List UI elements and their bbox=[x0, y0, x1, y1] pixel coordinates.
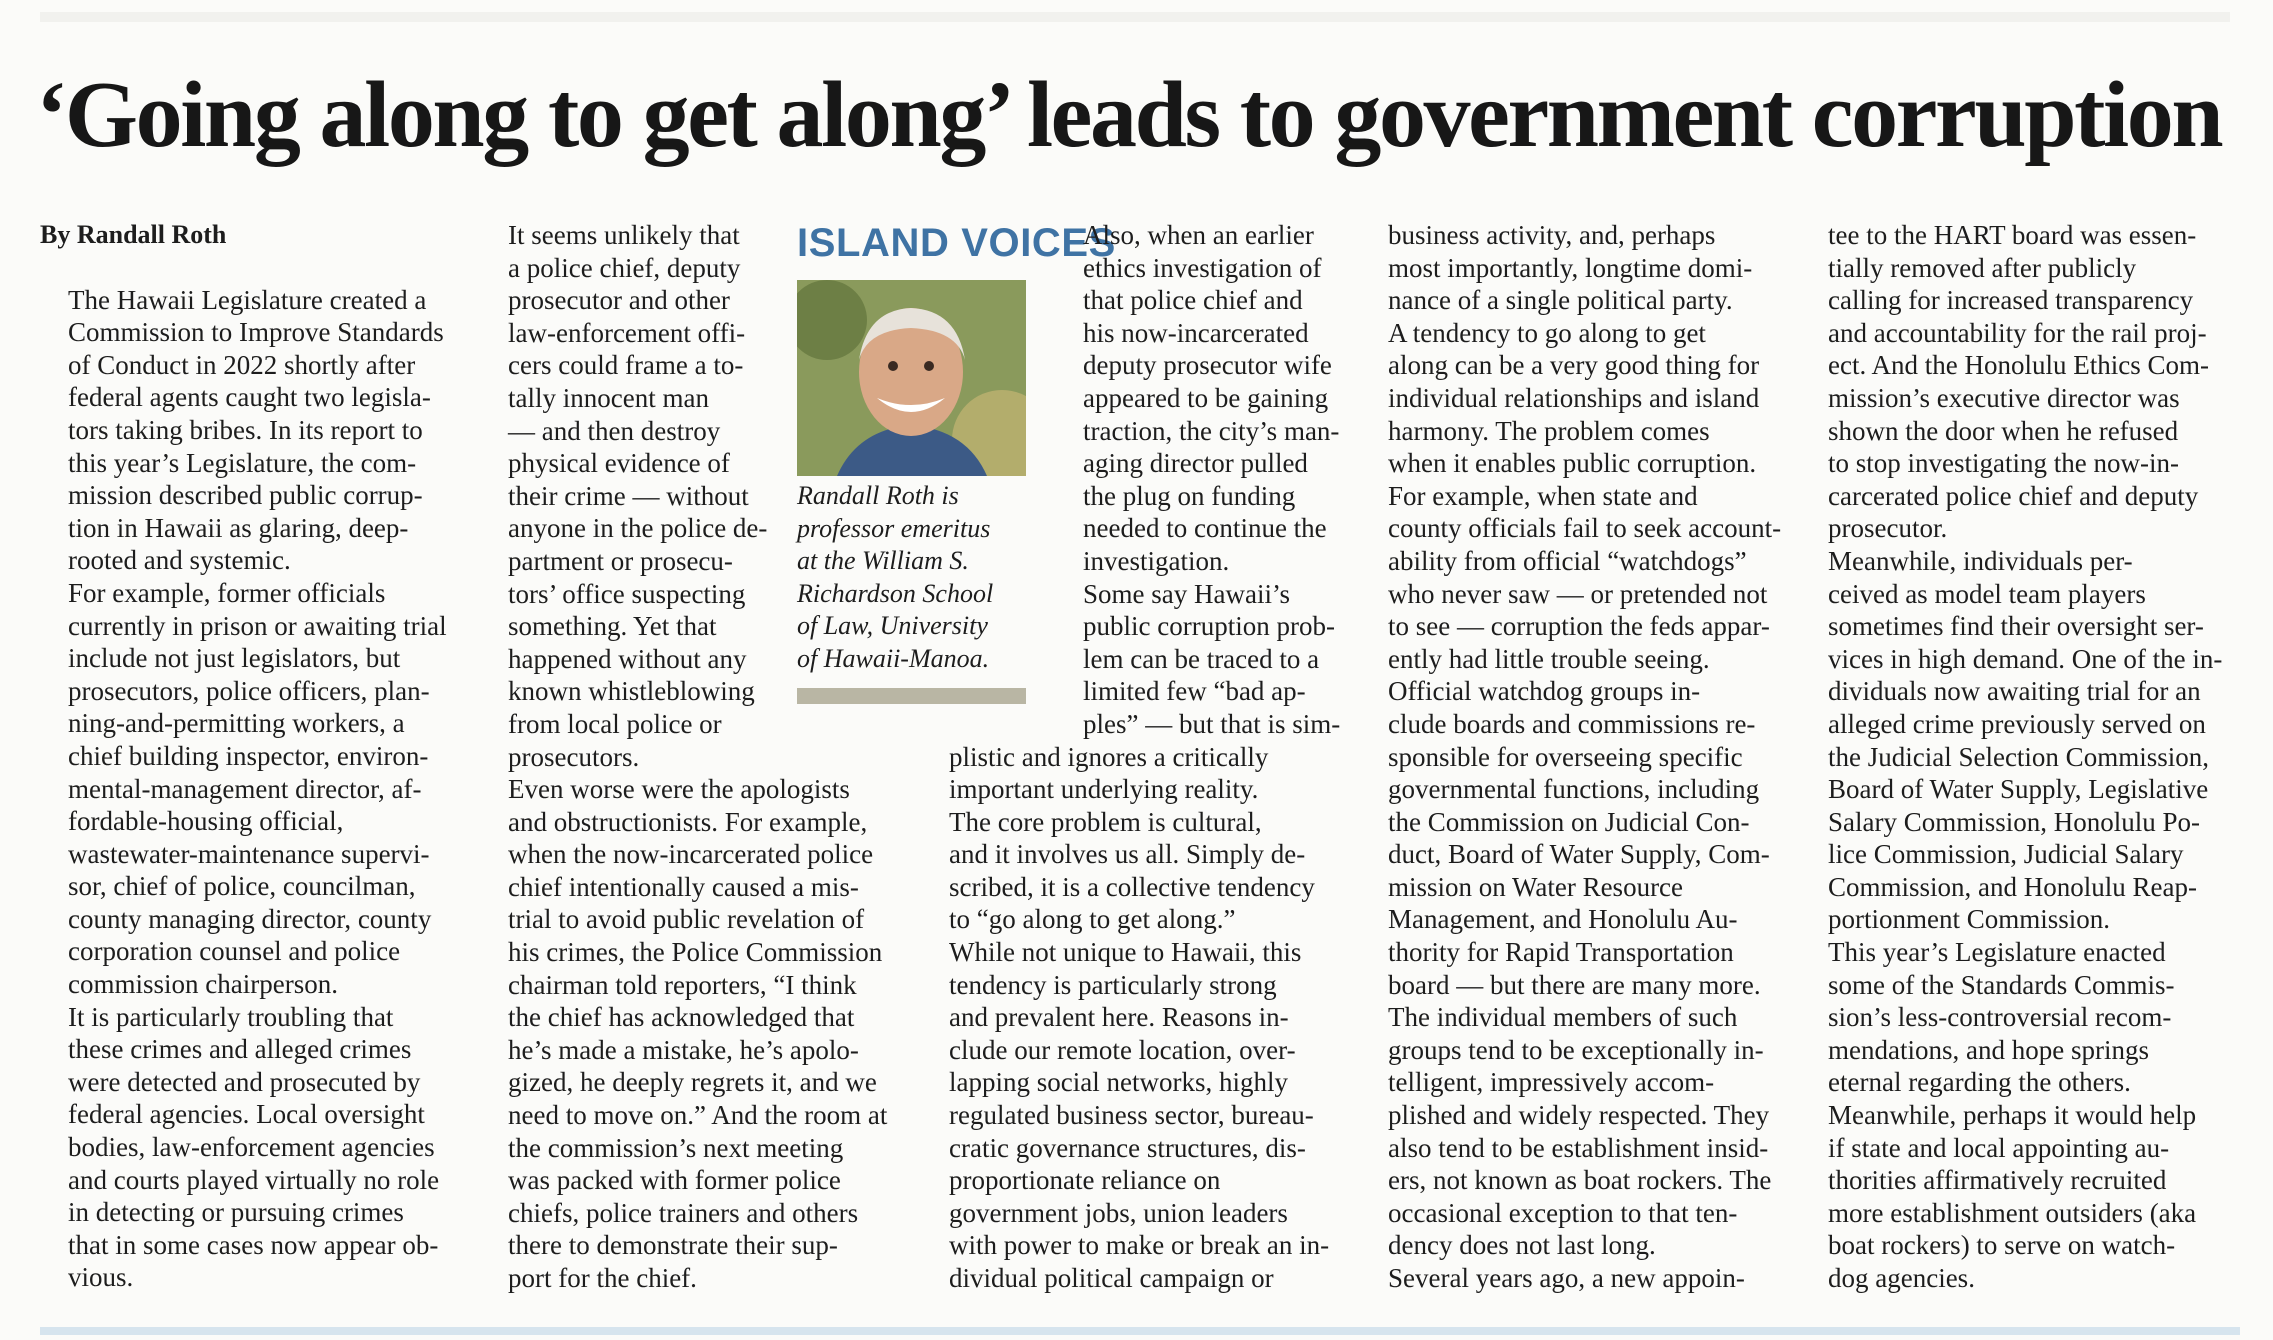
text-line: individual relationships and island bbox=[1388, 382, 1760, 413]
text-line: calling for increased transparency bbox=[1828, 285, 2194, 316]
text-line: was packed with former police bbox=[508, 1165, 841, 1196]
text-line: the plug on funding bbox=[1083, 480, 1296, 511]
text-line: traction, the city’s man- bbox=[1083, 415, 1340, 446]
text-line: lapping social networks, highly bbox=[949, 1067, 1288, 1098]
text-line: portionment Commission. bbox=[1828, 904, 2111, 935]
col3-body bbox=[921, 219, 1343, 1295]
text-line: and accountability for the rail proj- bbox=[1828, 317, 2207, 348]
article-paragraph bbox=[921, 936, 1343, 1295]
text-line: Some say Hawaii’s bbox=[1083, 578, 1290, 609]
text-line: county managing director, county bbox=[68, 903, 432, 934]
text-line: mission on Water Resource bbox=[1388, 871, 1684, 902]
text-line: ceived as model team players bbox=[1828, 578, 2146, 609]
text-line: telligent, impressively accom- bbox=[1388, 1067, 1715, 1098]
text-line: While not unique to Hawaii, this bbox=[949, 937, 1302, 968]
article-paragraph bbox=[1360, 675, 1780, 1001]
text-line: aging director pulled bbox=[1083, 448, 1308, 479]
text-line: sponsible for overseeing specific bbox=[1388, 741, 1743, 772]
text-line: plistic and ignores a critically bbox=[949, 741, 1269, 772]
text-line: of Conduct in 2022 shortly after bbox=[68, 349, 416, 380]
text-line: there to demonstrate their sup- bbox=[508, 1230, 838, 1261]
text-line: partment or prosecu- bbox=[508, 545, 733, 576]
text-line: bodies, law-enforcement agencies bbox=[68, 1132, 435, 1163]
text-line: fordable-housing official, bbox=[68, 806, 344, 837]
text-line: and prevalent here. Reasons in- bbox=[949, 1002, 1289, 1033]
text-line: port for the chief. bbox=[508, 1263, 697, 1293]
text-line: shown the door when he refused bbox=[1828, 415, 2179, 446]
text-line: investigation. bbox=[1083, 545, 1230, 576]
text-line: ers, not known as boat rockers. The bbox=[1388, 1165, 1772, 1196]
text-line: Also, when an earlier bbox=[1083, 220, 1314, 250]
text-line: something. Yet that bbox=[508, 611, 717, 642]
text-line: clude boards and commissions re- bbox=[1388, 708, 1756, 739]
column-3 bbox=[921, 219, 1343, 1309]
text-line: tendency is particularly strong bbox=[949, 969, 1277, 1000]
text-line: also tend to be establishment insid- bbox=[1388, 1132, 1769, 1163]
text-line: scribed, it is a collective tendency bbox=[949, 871, 1315, 902]
text-line: Even worse were the apologists bbox=[508, 774, 850, 805]
text-line: if state and local appointing au- bbox=[1828, 1132, 2170, 1163]
text-line: needed to continue the bbox=[1083, 513, 1327, 544]
text-line: the Judicial Selection Commission, bbox=[1828, 741, 2209, 772]
text-line: harmony. The problem comes bbox=[1388, 415, 1710, 446]
text-line: sion’s less-controversial recom- bbox=[1828, 1002, 2172, 1033]
text-line: lem can be traced to a bbox=[1083, 643, 1320, 674]
text-line: from local police or bbox=[508, 708, 722, 739]
text-line: thorities affirmatively recruited bbox=[1828, 1165, 2167, 1196]
article-paragraph bbox=[1360, 1001, 1780, 1262]
text-line: limited few “bad ap- bbox=[1083, 676, 1306, 707]
text-line: nance of a single political party. bbox=[1388, 285, 1733, 316]
text-line: when the now-incarcerated police bbox=[508, 839, 874, 870]
text-line: his crimes, the Police Commission bbox=[508, 937, 883, 968]
text-line: tors’ office suspecting bbox=[508, 578, 746, 609]
text-line: appeared to be gaining bbox=[1083, 382, 1329, 413]
text-line: cratic governance structures, dis- bbox=[949, 1132, 1306, 1163]
text-line: Meanwhile, individuals per- bbox=[1828, 545, 2133, 576]
text-line: plished and widely respected. They bbox=[1388, 1100, 1770, 1131]
text-line: the chief has acknowledged that bbox=[508, 1002, 855, 1033]
text-line: It is particularly troubling that bbox=[68, 1001, 394, 1032]
col4-body bbox=[1360, 219, 1780, 1295]
text-line: to see — corruption the feds appar- bbox=[1388, 611, 1770, 642]
text-line: prosecutor and other bbox=[508, 285, 730, 316]
text-line: commission chairperson. bbox=[68, 969, 338, 1000]
text-line: chief intentionally caused a mis- bbox=[508, 871, 859, 902]
article-paragraph bbox=[1800, 545, 2223, 936]
text-line: dividuals now awaiting trial for an bbox=[1828, 676, 2201, 707]
text-line: include not just legislators, but bbox=[68, 643, 401, 674]
text-line: when it enables public corruption. bbox=[1388, 448, 1757, 479]
text-line: mission described public corrup- bbox=[68, 480, 423, 511]
text-line: prosecutor. bbox=[1828, 513, 1948, 544]
caption-line: Richardson School bbox=[797, 578, 994, 608]
section-kicker: ISLAND VOICES bbox=[797, 221, 1116, 265]
text-line: tially removed after publicly bbox=[1828, 252, 2137, 283]
text-line: to stop investigating the now-in- bbox=[1828, 448, 2179, 479]
article-paragraph bbox=[921, 806, 1343, 936]
text-line: public corruption prob- bbox=[1083, 611, 1335, 642]
text-line: that police chief and bbox=[1083, 285, 1303, 316]
text-line: wastewater-maintenance supervi- bbox=[68, 838, 430, 869]
text-line: ethics investigation of bbox=[1083, 252, 1322, 283]
text-line: in detecting or pursuing crimes bbox=[68, 1197, 404, 1228]
text-line: deputy prosecutor wife bbox=[1083, 350, 1332, 381]
text-line: more establishment outsiders (aka bbox=[1828, 1197, 2197, 1228]
col5-body bbox=[1800, 219, 2223, 1295]
text-line: thority for Rapid Transportation bbox=[1388, 937, 1734, 968]
text-line: with power to make or break an in- bbox=[949, 1230, 1330, 1261]
text-line: tion in Hawaii as glaring, deep- bbox=[68, 512, 409, 543]
text-line: mendations, and hope springs bbox=[1828, 1034, 2149, 1065]
text-line: The core problem is cultural, bbox=[949, 806, 1262, 837]
text-line: known whistleblowing bbox=[508, 676, 755, 707]
col1-body bbox=[40, 284, 460, 1294]
text-line: eternal regarding the others. bbox=[1828, 1067, 2131, 1098]
text-line: and courts played virtually no role bbox=[68, 1164, 440, 1195]
text-line: groups tend to be exceptionally in- bbox=[1388, 1034, 1764, 1065]
caption-line: of Hawaii-Manoa. bbox=[797, 643, 990, 673]
text-line: Several years ago, a new appoin- bbox=[1388, 1263, 1745, 1293]
text-line: sometimes find their oversight ser- bbox=[1828, 611, 2204, 642]
caption-line: at the William S. bbox=[797, 546, 969, 576]
text-line: were detected and prosecuted by bbox=[68, 1066, 421, 1097]
text-line: government jobs, union leaders bbox=[949, 1197, 1288, 1228]
text-line: proportionate reliance on bbox=[949, 1165, 1221, 1196]
text-line: Salary Commission, Honolulu Po- bbox=[1828, 806, 2201, 837]
text-line: mission’s executive director was bbox=[1828, 382, 2180, 413]
text-line: dog agencies. bbox=[1828, 1263, 1975, 1293]
text-line: and it involves us all. Simply de- bbox=[949, 839, 1306, 870]
article-paragraph bbox=[40, 577, 460, 1001]
article-paragraph bbox=[1360, 1262, 1780, 1295]
text-line: county officials fail to seek account- bbox=[1388, 513, 1782, 544]
text-line: vious. bbox=[68, 1262, 134, 1293]
top-rule bbox=[40, 12, 2230, 22]
text-line: federal agencies. Local oversight bbox=[68, 1099, 425, 1130]
text-line: boat rockers) to serve on watch- bbox=[1828, 1230, 2176, 1261]
byline: By Randall Roth bbox=[40, 220, 227, 249]
text-line: ently had little trouble seeing. bbox=[1388, 643, 1710, 674]
text-line: occasional exception to that ten- bbox=[1388, 1197, 1738, 1228]
text-line: vices in high demand. One of the in- bbox=[1828, 643, 2223, 674]
text-line: clude our remote location, over- bbox=[949, 1034, 1296, 1065]
text-line: Commission, and Honolulu Reap- bbox=[1828, 871, 2197, 902]
text-line: — and then destroy bbox=[508, 415, 721, 446]
text-line: Management, and Honolulu Au- bbox=[1388, 904, 1738, 935]
text-line: federal agents caught two legisla- bbox=[68, 382, 431, 413]
text-line: to “go along to get along.” bbox=[949, 904, 1236, 935]
text-line: tally innocent man bbox=[508, 382, 709, 413]
text-line: tors taking bribes. In its report to bbox=[68, 414, 423, 445]
text-line: A tendency to go along to get bbox=[1388, 317, 1706, 348]
text-line: this year’s Legislature, the com- bbox=[68, 447, 417, 478]
text-line: business activity, and, perhaps bbox=[1388, 220, 1716, 250]
headline: ‘Going along to get along’ leads to government corruption bbox=[36, 63, 2222, 167]
text-line: cers could frame a to- bbox=[508, 350, 744, 381]
text-line: For example, when state and bbox=[1388, 480, 1698, 511]
text-line: a police chief, deputy bbox=[508, 252, 741, 283]
article-paragraph bbox=[1360, 219, 1780, 317]
text-line: Meanwhile, perhaps it would help bbox=[1828, 1100, 2197, 1131]
text-line: most importantly, longtime domi- bbox=[1388, 252, 1753, 283]
text-line: important underlying reality. bbox=[949, 774, 1259, 805]
text-line: anyone in the police de- bbox=[508, 513, 768, 544]
text-line: he’s made a mistake, he’s apolo- bbox=[508, 1034, 859, 1065]
text-line: prosecutors, police officers, plan- bbox=[68, 675, 430, 706]
text-line: tee to the HART board was essen- bbox=[1828, 220, 2197, 250]
article-paragraph bbox=[1800, 219, 2220, 545]
caption-line: professor emeritus bbox=[797, 513, 991, 543]
text-line: This year’s Legislature enacted bbox=[1828, 937, 2166, 968]
text-line: his now-incarcerated bbox=[1083, 317, 1309, 348]
article-paragraph bbox=[1360, 317, 1780, 676]
text-line: dency does not last long. bbox=[1388, 1230, 1656, 1261]
text-line: and obstructionists. For example, bbox=[508, 806, 868, 837]
text-line: physical evidence of bbox=[508, 448, 730, 479]
text-line: ability from official “watchdogs” bbox=[1388, 545, 1747, 576]
column-1 bbox=[40, 219, 460, 1309]
column-4 bbox=[1360, 219, 1780, 1309]
text-line: chief building inspector, environ- bbox=[68, 740, 429, 771]
bottom-band bbox=[40, 1327, 2240, 1335]
text-line: sor, chief of police, councilman, bbox=[68, 871, 416, 902]
text-line: chiefs, police trainers and others bbox=[508, 1197, 859, 1228]
article-paragraph bbox=[921, 578, 1343, 806]
text-line: prosecutors. bbox=[508, 741, 640, 772]
article-paragraph bbox=[921, 219, 1343, 578]
text-line: The individual members of such bbox=[1388, 1002, 1738, 1033]
text-line: these crimes and alleged crimes bbox=[68, 1034, 412, 1065]
text-line: ect. And the Honolulu Ethics Com- bbox=[1828, 350, 2209, 381]
text-line: the Commission on Judicial Con- bbox=[1388, 806, 1750, 837]
text-line: along can be a very good thing for bbox=[1388, 350, 1760, 381]
text-line: dividual political campaign or bbox=[949, 1263, 1274, 1293]
article-paragraph bbox=[40, 284, 460, 577]
text-line: chairman told reporters, “I think bbox=[508, 969, 857, 1000]
article-paragraph bbox=[480, 773, 900, 1295]
text-line: lice Commission, Judicial Salary bbox=[1828, 839, 2184, 870]
text-line: trial to avoid public revelation of bbox=[508, 904, 865, 935]
article-paragraph bbox=[1800, 936, 2220, 1295]
text-line: their crime — without bbox=[508, 480, 749, 511]
text-line: the commission’s next meeting bbox=[508, 1132, 844, 1163]
text-line: gized, he deeply regrets it, and we bbox=[508, 1067, 877, 1098]
text-line: need to move on.” And the room at bbox=[508, 1100, 888, 1131]
text-line: rooted and systemic. bbox=[68, 545, 291, 576]
article-paragraph bbox=[40, 1001, 460, 1294]
text-line: governmental functions, including bbox=[1388, 774, 1760, 805]
text-line: that in some cases now appear ob- bbox=[68, 1229, 439, 1260]
text-line: alleged crime previously served on bbox=[1828, 708, 2206, 739]
text-line: some of the Standards Commis- bbox=[1828, 969, 2175, 1000]
text-line: currently in prison or awaiting trial bbox=[68, 610, 447, 641]
text-line: who never saw — or pretended not bbox=[1388, 578, 1768, 609]
text-line: carcerated police chief and deputy bbox=[1828, 480, 2199, 511]
caption-line: Randall Roth is bbox=[797, 481, 959, 510]
text-line: regulated business sector, bureau- bbox=[949, 1100, 1314, 1131]
text-line: For example, former officials bbox=[68, 577, 386, 608]
text-line: law-enforcement offi- bbox=[508, 317, 746, 348]
text-line: happened without any bbox=[508, 643, 747, 674]
text-line: mental-management director, af- bbox=[68, 773, 422, 804]
text-line: Commission to Improve Standards bbox=[68, 317, 444, 348]
text-line: ning-and-permitting workers, a bbox=[68, 708, 405, 739]
text-line: The Hawaii Legislature created a bbox=[68, 284, 427, 315]
text-line: Official watchdog groups in- bbox=[1388, 676, 1701, 707]
caption-line: of Law, University bbox=[797, 611, 988, 641]
text-line: It seems unlikely that bbox=[508, 220, 740, 250]
text-line: duct, Board of Water Supply, Com- bbox=[1388, 839, 1770, 870]
text-line: ples” — but that is sim- bbox=[1083, 708, 1341, 739]
text-line: corporation counsel and police bbox=[68, 936, 401, 967]
text-line: Board of Water Supply, Legislative bbox=[1828, 774, 2209, 805]
text-line: board — but there are many more. bbox=[1388, 969, 1761, 1000]
column-5 bbox=[1800, 219, 2223, 1309]
